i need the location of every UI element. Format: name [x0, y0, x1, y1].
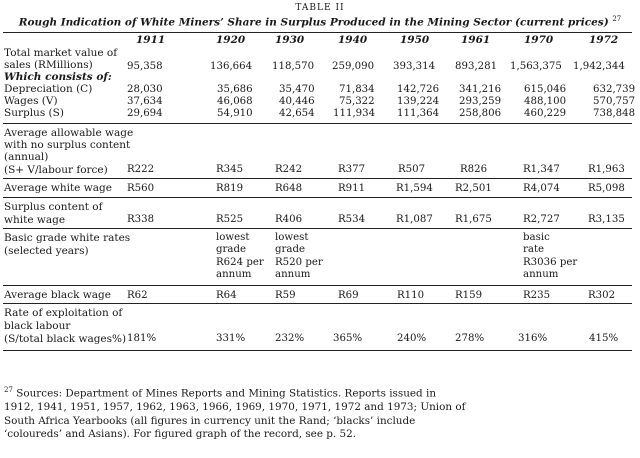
depreciation-1920: 35,686	[217, 84, 253, 95]
avg-black-label: Average black wage	[4, 289, 111, 301]
surplus-content-1970: R2,727	[523, 214, 560, 225]
basic-grade-1930	[275, 232, 323, 281]
avg-white-1950: R1,594	[396, 183, 433, 194]
exploitation-1940: 365%	[333, 333, 363, 344]
allowable-1970: R1,347	[523, 164, 560, 175]
avg-black-1950: R110	[397, 290, 425, 301]
exploitation-1972: 415%	[589, 333, 619, 344]
avg-white-label: Average white wage	[4, 182, 112, 194]
year-1970: 1970	[524, 34, 554, 46]
basic-grade-1930-line: lowest	[275, 232, 309, 243]
allowable-label-line1: Average allowable wage	[4, 127, 134, 139]
basic-grade-1970-line: R3036 per	[523, 256, 578, 268]
depreciation-1950: 142,726	[397, 84, 440, 95]
rule-5	[3, 285, 632, 286]
avg-black-1930: R59	[275, 290, 296, 301]
avg-black-1972: R302	[588, 290, 616, 301]
year-1972: 1972	[589, 34, 619, 46]
basic-grade-1930-line: R520 per	[275, 256, 323, 268]
footnote-text: Sources: Department of Mines Reports and Mining Statistics. Reports issued in	[16, 387, 437, 400]
basic-grade-1920-line: lowest	[216, 232, 250, 243]
total-1940: 259,090	[332, 61, 375, 72]
surplus-1972: 738,848	[593, 108, 636, 119]
basic-grade-1930-line: grade	[275, 244, 306, 256]
surplus-content-1972: R3,135	[588, 214, 625, 225]
avg-black-1940: R69	[338, 290, 359, 301]
total-1911: 95,358	[127, 61, 163, 72]
footnote-line-1	[4, 384, 632, 401]
year-1920: 1920	[216, 34, 246, 46]
rule-3	[3, 197, 632, 198]
total-label-line1: Total market value of	[4, 47, 118, 59]
surplus-1911: 29,694	[127, 108, 163, 119]
wages-1972: 570,757	[593, 96, 636, 107]
wages-1930: 40,446	[279, 96, 315, 107]
basic-grade-1970-line: basic	[523, 232, 550, 243]
depreciation-1961: 341,216	[459, 84, 502, 95]
which-consists-label: Which consists of:	[4, 71, 112, 83]
table-caption	[0, 15, 640, 29]
footnote-number: 27	[4, 386, 13, 394]
surplus-content-1940: R534	[338, 214, 366, 225]
wages-label: Wages (V)	[4, 95, 58, 107]
footnote-line-3: South Africa Yearbooks (all figures in currency unit the Rand; ‘blacks’ include	[4, 414, 416, 427]
rule-6	[3, 303, 632, 304]
basic-grade-1920	[216, 232, 264, 281]
basic-grade-label-line1: Basic grade white rates	[4, 232, 131, 244]
surplus-content-label-line1: Surplus content of	[4, 201, 103, 213]
depreciation-1972: 632,739	[593, 84, 636, 95]
total-1950: 393,314	[393, 61, 436, 72]
surplus-1970: 460,229	[524, 108, 567, 119]
footnote-line-4: ‘coloureds’ and Asians). For figured graph of the record, see p. 52.	[4, 428, 357, 441]
exploitation-1920: 331%	[216, 333, 246, 344]
surplus-content-1930: R406	[275, 214, 303, 225]
surplus-1920: 54,910	[217, 108, 253, 119]
basic-grade-1970-line: rate	[523, 244, 545, 256]
year-1961: 1961	[461, 34, 491, 46]
year-1940: 1940	[338, 34, 368, 46]
exploitation-label-line3: (S/total black wages%)	[4, 333, 127, 345]
basic-grade-label-line2: (selected years)	[4, 245, 89, 257]
rule-top	[3, 32, 632, 33]
avg-black-1970: R235	[523, 290, 551, 301]
allowable-label-line2: with no surplus content	[4, 139, 131, 151]
total-1930: 118,570	[272, 61, 315, 72]
wages-1961: 293,259	[459, 96, 502, 107]
surplus-content-1911: R338	[127, 214, 155, 225]
avg-white-1930: R648	[275, 183, 303, 194]
total-1970: 1,563,375	[510, 61, 562, 72]
year-1911: 1911	[136, 34, 166, 46]
surplus-1961: 258,806	[459, 108, 502, 119]
allowable-1911: R222	[127, 164, 155, 175]
basic-grade-1970-line: annum	[523, 268, 559, 280]
avg-white-1920: R819	[216, 183, 244, 194]
depreciation-1911: 28,030	[127, 84, 163, 95]
depreciation-label: Depreciation (C)	[4, 83, 93, 95]
depreciation-1930: 35,470	[279, 84, 315, 95]
basic-grade-1970	[523, 232, 577, 281]
exploitation-1911: 181%	[127, 333, 157, 344]
avg-white-1940: R911	[338, 183, 366, 194]
allowable-1950: R507	[398, 164, 426, 175]
depreciation-1940: 71,834	[339, 84, 375, 95]
year-1930: 1930	[275, 34, 305, 46]
total-1961: 893,281	[455, 61, 498, 72]
basic-grade-1920-line: annum	[216, 268, 252, 280]
wages-1940: 75,322	[339, 96, 375, 107]
surplus-content-1950: R1,087	[396, 214, 433, 225]
footnote-line-2: 1912, 1941, 1951, 1957, 1962, 1963, 1966, 1969, 1970, 1971, 1972 and 1973; Union of	[4, 401, 466, 414]
surplus-content-1961: R1,675	[455, 214, 492, 225]
rule-4	[3, 228, 632, 229]
exploitation-label-line1: Rate of exploitation of	[4, 307, 123, 319]
basic-grade-1920-line: grade	[216, 244, 247, 256]
basic-grade-1930-line: annum	[275, 268, 311, 280]
surplus-content-1920: R525	[216, 214, 244, 225]
avg-white-1961: R2,501	[455, 183, 492, 194]
allowable-label-line4: (S+ V/labour force)	[4, 164, 108, 176]
exploitation-1930: 232%	[275, 333, 305, 344]
total-1972: 1,942,344	[573, 61, 625, 72]
avg-black-1920: R64	[216, 290, 237, 301]
avg-white-1972: R5,098	[588, 183, 625, 194]
table-label: TABLE II	[295, 3, 345, 13]
year-1950: 1950	[400, 34, 430, 46]
rule-2	[3, 178, 632, 179]
footnote	[4, 384, 632, 442]
avg-black-1961: R159	[455, 290, 483, 301]
wages-1950: 139,224	[397, 96, 440, 107]
rule-bottom	[3, 350, 632, 351]
wages-1970: 488,100	[524, 96, 567, 107]
surplus-1940: 111,934	[333, 108, 376, 119]
surplus-label: Surplus (S)	[4, 107, 64, 119]
allowable-1920: R345	[216, 164, 244, 175]
caption-footnote-ref: 27	[612, 15, 622, 23]
allowable-1930: R242	[275, 164, 303, 175]
avg-white-1970: R4,074	[523, 183, 560, 194]
wages-1911: 37,634	[127, 96, 163, 107]
avg-black-1911: R62	[127, 290, 148, 301]
wages-1920: 46,068	[217, 96, 253, 107]
caption-text: Rough Indication of White Miners’ Share in Surplus Produced in the Mining Sector (current prices)	[18, 16, 609, 29]
surplus-1950: 111,364	[397, 108, 440, 119]
exploitation-label-line2: black labour	[4, 320, 71, 332]
allowable-1940: R377	[338, 164, 366, 175]
allowable-label-line3: (annual)	[4, 151, 49, 163]
allowable-1972: R1,963	[588, 164, 625, 175]
total-label-line2: sales (RMillions)	[4, 59, 93, 71]
exploitation-1961: 278%	[455, 333, 485, 344]
surplus-1930: 42,654	[279, 108, 315, 119]
allowable-1961: R826	[460, 164, 488, 175]
total-1920: 136,664	[210, 61, 253, 72]
exploitation-1970: 316%	[518, 333, 548, 344]
rule-1	[3, 123, 632, 124]
exploitation-1950: 240%	[397, 333, 427, 344]
basic-grade-1920-line: R624 per	[216, 256, 264, 268]
depreciation-1970: 615,046	[524, 84, 567, 95]
avg-white-1911: R560	[127, 183, 155, 194]
surplus-content-label-line2: white wage	[4, 214, 66, 226]
